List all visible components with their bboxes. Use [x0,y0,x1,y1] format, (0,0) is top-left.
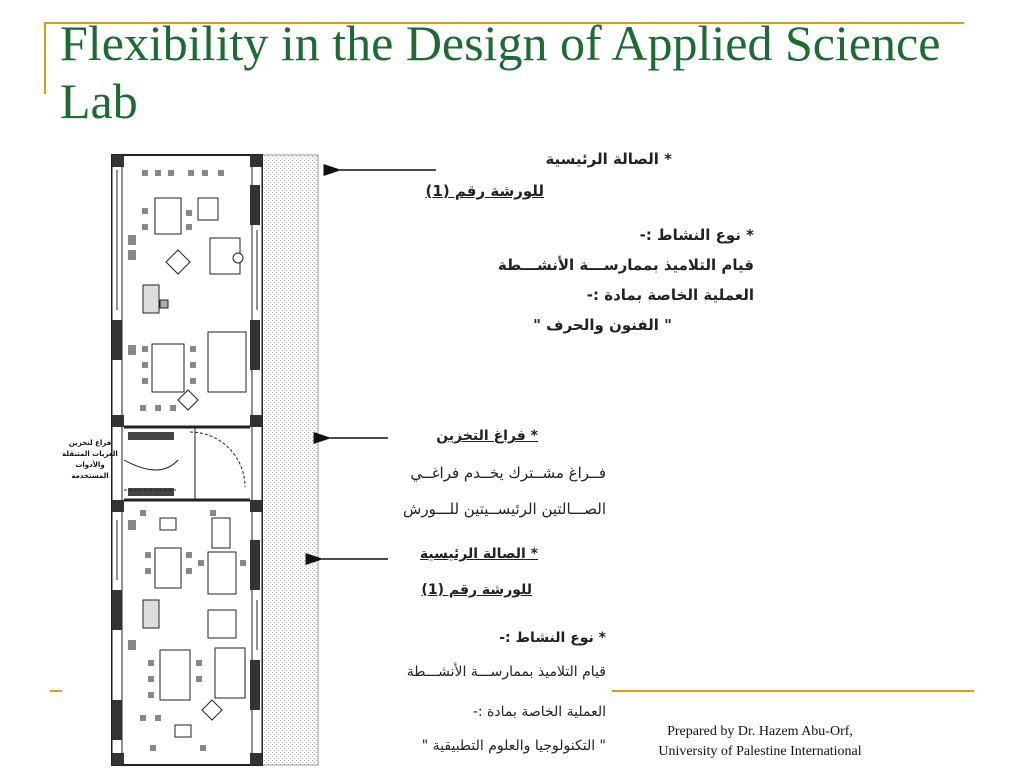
main-hall-1-line1: قيام التلاميذ بممارســـة الأنشـــطة [497,256,754,274]
storage-line1: فــراغ مشــترك يخــدم فراغــي [410,464,606,482]
carts-storage-line1: فراغ لتخزين [68,439,112,447]
main-hall-1-line2: العملية الخاصة بمادة :- [586,286,754,304]
corridor-strip [262,155,318,765]
footer-line2: University of Palestine International [658,744,862,759]
main-hall-1-subject: " الفنون والحرف " [533,316,672,334]
main-hall-2-subheading: للورشة رقم (1) [421,582,532,598]
main-hall-2-line2: العملية الخاصة بمادة :- [472,704,606,720]
carts-storage-line2: العربات المتنقلة [62,450,118,458]
main-hall-2-subject: " التكنولوجيا والعلوم التطبيقية " [421,738,606,754]
main-hall-1-activity-label: * نوع النشاط :- [639,226,754,244]
main-hall-2-line1: قيام التلاميذ بممارســـة الأنشـــطة [406,664,606,680]
storage-line2: الصـــالتين الرئيســيتين للـــورش [403,500,606,518]
slide-title: Flexibility in the Design of Applied Science Lab [60,15,941,129]
main-hall-1-subheading: للورشة رقم (1) [425,182,544,200]
storage-heading: * فراغ التخزين [436,428,538,444]
main-hall-1-heading: * الصالة الرئيسية [545,150,672,168]
carts-storage-label [56,438,124,482]
main-hall-2-activity-label: * نوع النشاط :- [499,630,606,646]
footer-line1: Prepared by Dr. Hazem Abu-Orf, [667,724,853,739]
footer-credit [610,722,910,762]
carts-storage-line3: والأدوات المستخدمة [71,461,109,480]
main-hall-2-heading: * الصالة الرئيسية [419,546,538,562]
